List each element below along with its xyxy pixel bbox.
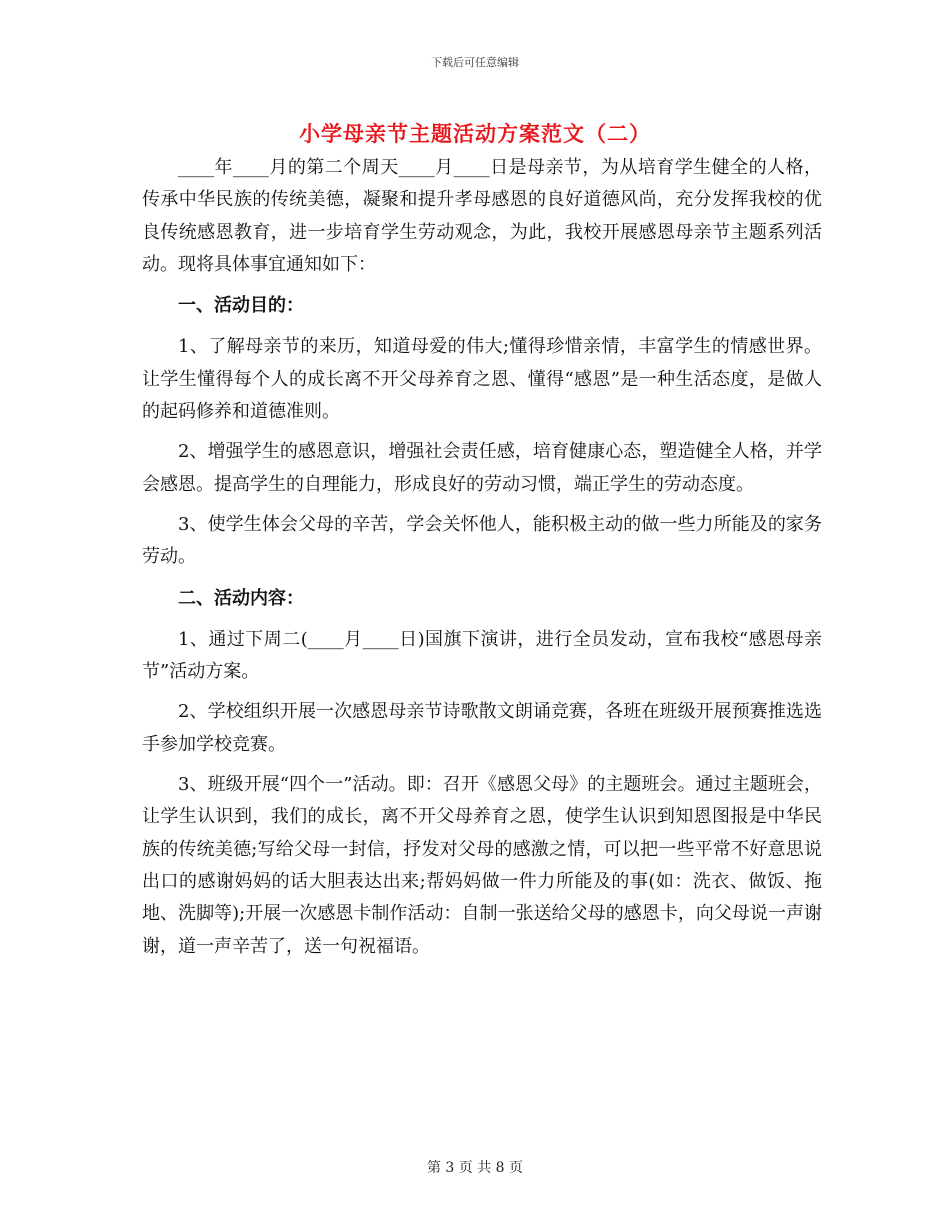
page-header: 下载后可任意编辑 (431, 56, 519, 69)
content-item-3: 3、班级开展“四个一”活动。即：召开《感恩父母》的主题班会。通过主题班会，让学生认识到，我们的成长，离不开父母养育之恩，使学生认识到知恩图报是中华民族的传统美德;写给父母一封信，抒发对父母的感激之情，可以把一些平常不好意思说出口的感谢妈妈的话大胆表达出来;帮妈妈做一件力所能及的事(如：洗衣、做饭、拖地、洗脚等);开展一次感恩卡制作活动：自制一张送给父母的感恩卡，向父母说一声谢谢，道一声辛苦了，送一句祝福语。 (142, 774, 822, 957)
content-item-1: 1、通过下周二(____月____日)国旗下演讲，进行全员发动，宣布我校“感恩母亲节”活动方案。 (142, 628, 822, 683)
content-item-2: 2、学校组织开展一次感恩母亲节诗歌散文朗诵竞赛，各班在班级开展预赛推选选手参加学校竞赛。 (142, 701, 822, 755)
document-body (142, 152, 822, 963)
page-footer: 第 3 页 共 8 页 (426, 1160, 524, 1176)
section-heading-purpose: 一、活动目的： (178, 295, 304, 317)
purpose-item-3: 3、使学生体会父母的辛苦，学会关怀他人，能积极主动的做一些力所能及的家务劳动。 (142, 513, 822, 568)
intro-paragraph: ____年____月的第二个周天____月____日是母亲节，为从培育学生健全的人格，传承中华民族的传统美德，凝聚和提升孝母感恩的良好道德风尚，充分发挥我校的优良传统感恩教育，进一步培育学生劳动观念，为此，我校开展感恩母亲节主题系列活动。现将具体事宜通知如下： (142, 157, 822, 275)
section-heading-content: 二、活动内容： (178, 587, 304, 609)
purpose-item-2: 2、增强学生的感恩意识，增强社会责任感，培育健康心态，塑造健全人格，并学会感恩。提高学生的自理能力，形成良好的劳动习惯，端正学生的劳动态度。 (142, 441, 822, 495)
purpose-item-1: 1、了解母亲节的来历，知道母爱的伟大;懂得珍惜亲情，丰富学生的情感世界。让学生懂得每个人的成长离不开父母养育之恩、懂得“感恩”是一种生活态度，是做人的起码修养和道德准则。 (142, 336, 822, 423)
document-title: 小学母亲节主题活动方案范文（二） (299, 121, 651, 146)
